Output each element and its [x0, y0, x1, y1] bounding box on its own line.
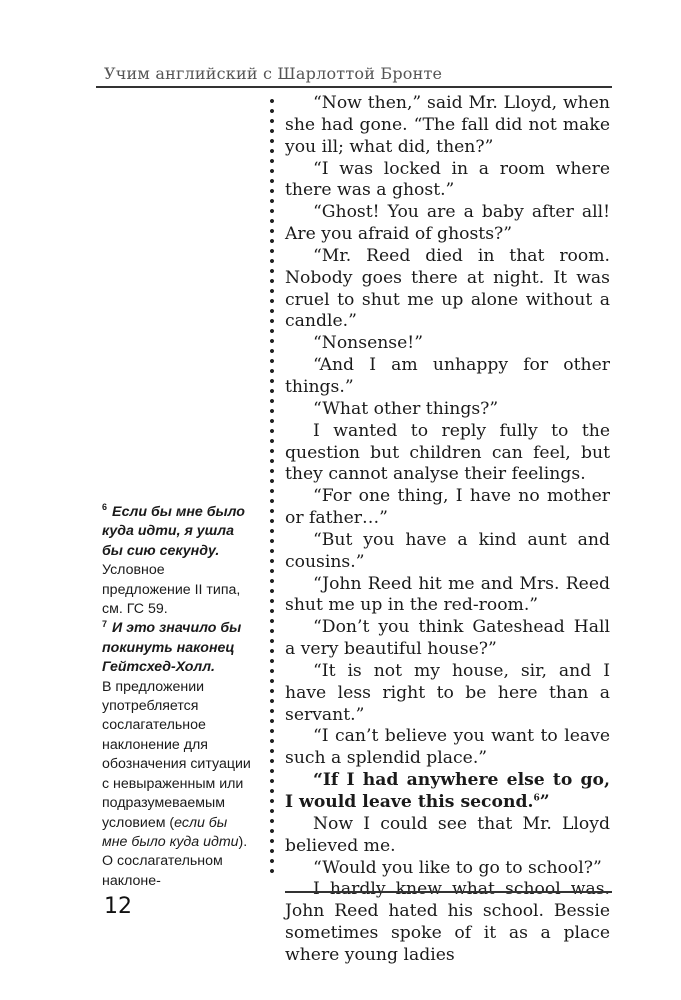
- note-7-number: 7: [102, 618, 108, 629]
- note-7-body: В предложении употребляется сослагательное наклонение для обозначения ситуации с невыраженным или подразумеваемым условием (если бы мне было куда идти). О сослагательном наклоне-: [102, 678, 251, 889]
- paragraph: “Don’t you think Gateshead Hall a very beautiful house?”: [285, 617, 610, 660]
- paragraph: “But you have a kind aunt and cousins.”: [285, 529, 610, 572]
- paragraph: “What other things?”: [313, 398, 499, 419]
- paragraph: “Mr. Reed died in that room. Nobody goes there at night. It was cruel to shut me up alone without a candle.”: [285, 245, 610, 332]
- page-number: 12: [104, 894, 132, 919]
- paragraph: “Would you like to go to school?”: [313, 857, 602, 878]
- paragraph: “John Reed hit me and Mrs. Reed shut me up in the red-room.”: [285, 573, 610, 616]
- paragraph: “Ghost! You are a baby after all! Are you afraid of ghosts?”: [285, 202, 610, 245]
- paragraph: “I was locked in a room where there was a ghost.”: [285, 158, 610, 201]
- running-head: Учим английский с Шарлоттой Бронте: [104, 64, 443, 83]
- paragraph: “I can’t believe you want to leave such a splendid place.”: [285, 726, 610, 769]
- footer-rule: [285, 891, 612, 893]
- paragraph: “It is not my house, sir, and I have less right to be here than a servant.”: [285, 660, 610, 725]
- footnote-ref-6: 6: [533, 793, 540, 804]
- paragraph: I wanted to reply fully to the question but children can feel, but they cannot analyse their feelings.: [285, 420, 610, 485]
- note-7: [102, 619, 252, 891]
- note-6-title: $^6$ Если бы мне было куда идти, я ушла бы сию секунду.: [102, 502, 245, 559]
- main-text: [285, 93, 610, 967]
- paragraph: “Nonsense!”: [313, 333, 423, 354]
- dotted-divider: [268, 96, 276, 874]
- paragraph: I hardly knew what school was. John Reed hated his school. Bessie sometimes spoke of it as a place where young ladies: [285, 879, 610, 965]
- note-6-number: 6: [102, 502, 108, 513]
- paragraph: Now I could see that Mr. Lloyd believed me.: [285, 813, 610, 856]
- paragraph-highlighted: “If I had anywhere else to go, I would leave this second.$^6$”: [285, 770, 610, 812]
- note-7-title: $^7$ И это значило бы покинуть наконец Гейтсхед-Холл.: [102, 618, 242, 676]
- margin-notes: [102, 503, 252, 891]
- note-6-body: Условное предложение II типа, см. ГС 59.: [102, 562, 241, 618]
- paragraph: “For one thing, I have no mother or father…”: [285, 486, 610, 529]
- note-6: [102, 503, 252, 619]
- header-rule: [96, 86, 612, 88]
- paragraph: “Now then,” said Mr. Lloyd, when she had gone. “The fall did not make you ill; what did, then?”: [285, 93, 610, 157]
- paragraph: “And I am unhappy for other things.”: [285, 355, 610, 397]
